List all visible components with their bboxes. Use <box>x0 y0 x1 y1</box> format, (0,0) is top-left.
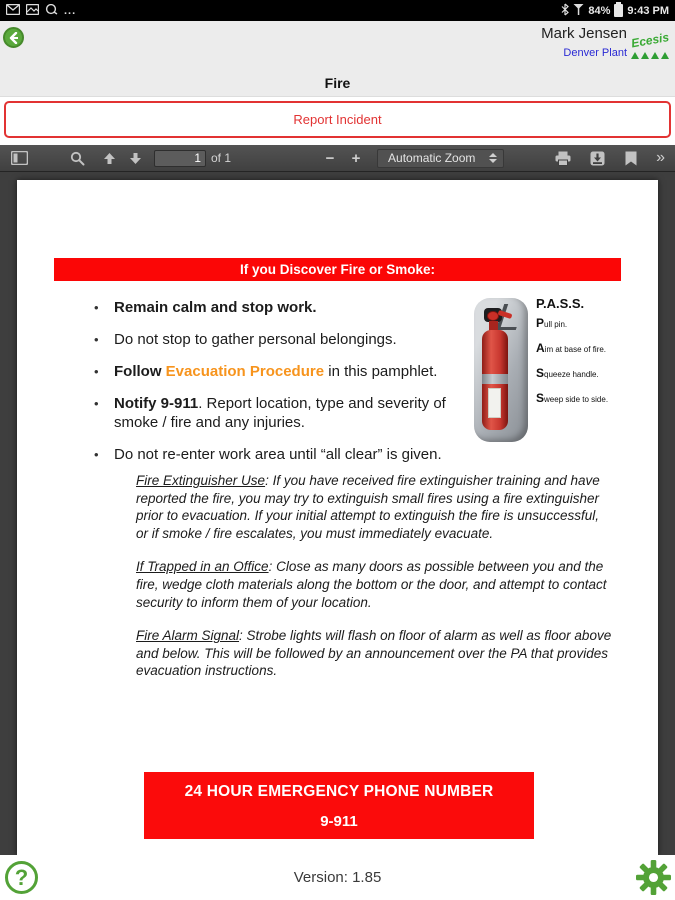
procedure-paragraph: Fire Alarm Signal: Strobe lights will flash on floor of alarm as well as floor above and below. This will be followed by an announcement over the PA that provides evacuation instructions. <box>136 628 612 679</box>
extinguisher-band <box>482 374 508 384</box>
pass-steps <box>536 316 640 405</box>
page-count-label: of 1 <box>211 151 232 165</box>
version-label: Version: 1.85 <box>293 869 382 886</box>
zoom-level-value: Automatic Zoom <box>388 151 476 165</box>
bookmark-button[interactable] <box>618 147 644 169</box>
more-tools-button[interactable]: » <box>656 149 665 166</box>
search-button[interactable] <box>64 147 90 169</box>
fire-smoke-banner: If you Discover Fire or Smoke: <box>54 258 621 281</box>
zoom-level-select[interactable] <box>377 149 504 168</box>
pass-step: Sweep side to side. <box>536 391 609 405</box>
plant-link[interactable]: Denver Plant <box>563 47 627 59</box>
pdf-page <box>17 180 658 855</box>
settings-gear-button[interactable] <box>636 860 671 895</box>
extinguisher-label <box>488 388 501 418</box>
toolbar-right-group <box>550 147 675 169</box>
pass-step: Pull pin. <box>536 316 568 330</box>
status-bar <box>0 0 675 21</box>
procedure-paragraph: If Trapped in an Office: Close as many doors as possible between you and the fire, wedge cloth materials along the bottom or the door, and attempt to contact security to inform them of your location. <box>136 559 607 610</box>
emergency-line2: 9-911 <box>320 813 358 830</box>
select-arrows-icon <box>489 153 497 163</box>
company-logo <box>629 27 673 61</box>
instruction-bullet: • Do not re-enter work area until “all clear” is given. <box>90 445 482 464</box>
pass-step: Squeeze handle. <box>536 366 599 380</box>
fire-extinguisher-image <box>474 298 528 442</box>
instruction-bullet-list <box>90 298 482 477</box>
previous-page-button[interactable] <box>96 147 122 169</box>
pdf-viewer[interactable] <box>0 172 675 855</box>
instruction-bullet: • Notify 9-911. Report location, type and severity of smoke / fire and any injuries. <box>90 394 482 432</box>
user-block <box>541 25 627 59</box>
print-button[interactable] <box>550 147 576 169</box>
status-bar-system <box>561 3 669 19</box>
mail-icon <box>6 4 20 18</box>
battery-percent: 84% <box>588 4 611 17</box>
pass-instructions <box>536 296 640 419</box>
zoom-out-button[interactable]: − <box>325 149 335 167</box>
instruction-bullet: • Remain calm and stop work. <box>90 298 482 317</box>
report-row <box>0 98 675 145</box>
battery-icon <box>614 4 623 17</box>
screenshot-icon <box>26 4 39 18</box>
instruction-bullet: • Follow Evacuation Procedure in this pamphlet. <box>90 362 482 381</box>
page-title: Fire <box>324 75 351 91</box>
emergency-phone-box <box>144 772 534 839</box>
procedure-paragraph: Fire Extinguisher Use: If you have received fire extinguisher training and have reported the fire, you may try to extinguish small fires using a fire extinguisher prior to evacuation. If your initial attempt to extinguish the fire is unsuccessful, or if smoke / fire escalates, you must immediately evacuate. <box>136 473 600 541</box>
header <box>0 21 675 97</box>
procedure-paragraphs <box>136 472 614 696</box>
fire-extinguisher-figure <box>472 294 642 446</box>
status-bar-notifications <box>6 4 76 18</box>
next-page-button[interactable] <box>122 147 148 169</box>
extinguisher-body <box>482 330 508 430</box>
user-name: Mark Jensen <box>541 25 627 42</box>
emergency-line1: 24 HOUR EMERGENCY PHONE NUMBER <box>184 783 494 800</box>
clock: 9:43 PM <box>627 4 669 17</box>
page-number-input[interactable] <box>154 150 206 167</box>
pass-title: P.A.S.S. <box>536 296 585 311</box>
logo-text: Ecesis <box>630 30 671 51</box>
back-button[interactable] <box>3 27 24 48</box>
pdf-toolbar <box>0 145 675 172</box>
pass-step: Aim at base of fire. <box>536 341 607 355</box>
sidebar-toggle-button[interactable] <box>6 147 32 169</box>
signal-icon <box>573 3 584 18</box>
report-incident-button[interactable]: Report Incident <box>4 101 671 138</box>
zoom-in-button[interactable]: + <box>351 149 361 167</box>
bottom-bar <box>0 855 675 900</box>
more-notifications-indicator: ... <box>64 4 77 17</box>
chat-icon <box>45 4 58 18</box>
download-button[interactable] <box>584 147 610 169</box>
instruction-bullet: • Do not stop to gather personal belongings. <box>90 330 482 349</box>
help-button[interactable]: ? <box>5 861 38 894</box>
logo-trees-icon <box>631 52 669 59</box>
bluetooth-icon <box>561 3 569 19</box>
